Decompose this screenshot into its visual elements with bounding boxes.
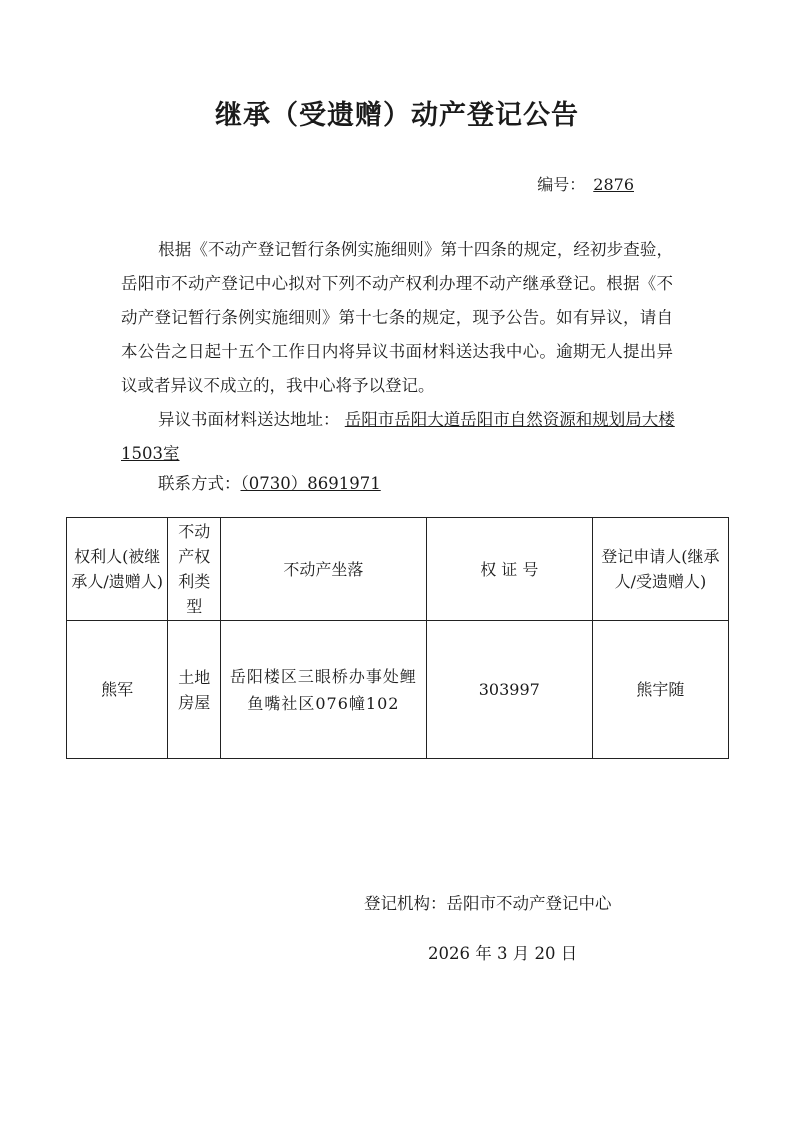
page-title: 继承（受遗赠）动产登记公告: [215, 100, 579, 131]
header-holder: 权利人(被继承人/遗赠人): [67, 518, 168, 621]
header-cert: 权 证 号: [426, 518, 592, 621]
objection-address-label: 异议书面材料送达地址：: [158, 410, 340, 429]
cell-type: 土地房屋: [168, 621, 221, 759]
notice-number-label: 编号：: [537, 175, 586, 194]
notice-paragraph: [121, 233, 673, 403]
cell-location: 岳阳楼区三眼桥办事处鲤鱼嘴社区076幢102: [221, 621, 427, 759]
header-type: 不动产权利类型: [168, 518, 221, 621]
table-row: [67, 621, 729, 759]
header-applicant: 登记申请人(继承人/受遗赠人): [592, 518, 728, 621]
contact-value: （0730）8691971: [240, 474, 381, 493]
contact: [158, 470, 381, 498]
objection-address-value: 岳阳市岳阳大道岳阳市自然资源和规划局大楼1503室: [121, 410, 675, 463]
registration-org: 登记机构：岳阳市不动产登记中心: [364, 894, 612, 913]
table-header-row: [67, 518, 729, 621]
cell-cert: 303997: [426, 621, 592, 759]
notice-number: [537, 172, 634, 195]
cell-holder: 熊军: [67, 621, 168, 759]
notice-paragraph-text: 根据《不动产登记暂行条例实施细则》第十四条的规定，经初步查验，岳阳市不动产登记中心拟对下列不动产权利办理不动产继承登记。根据《不动产登记暂行条例实施细则》第十七条的规定，现予公告。如有异议，请自本公告之日起十五个工作日内将异议书面材料送达我中心。逾期无人提出异议或者异议不成立的，我中心将予以登记。: [121, 240, 673, 395]
notice-date: 2026 年 3 月 20 日: [428, 944, 578, 963]
contact-label: 联系方式：: [158, 474, 241, 493]
notice-number-value: 2876: [593, 175, 634, 194]
objection-address: [121, 403, 681, 471]
records-table: [66, 517, 729, 759]
header-location: 不动产坐落: [221, 518, 427, 621]
cell-applicant: 熊宇随: [592, 621, 728, 759]
